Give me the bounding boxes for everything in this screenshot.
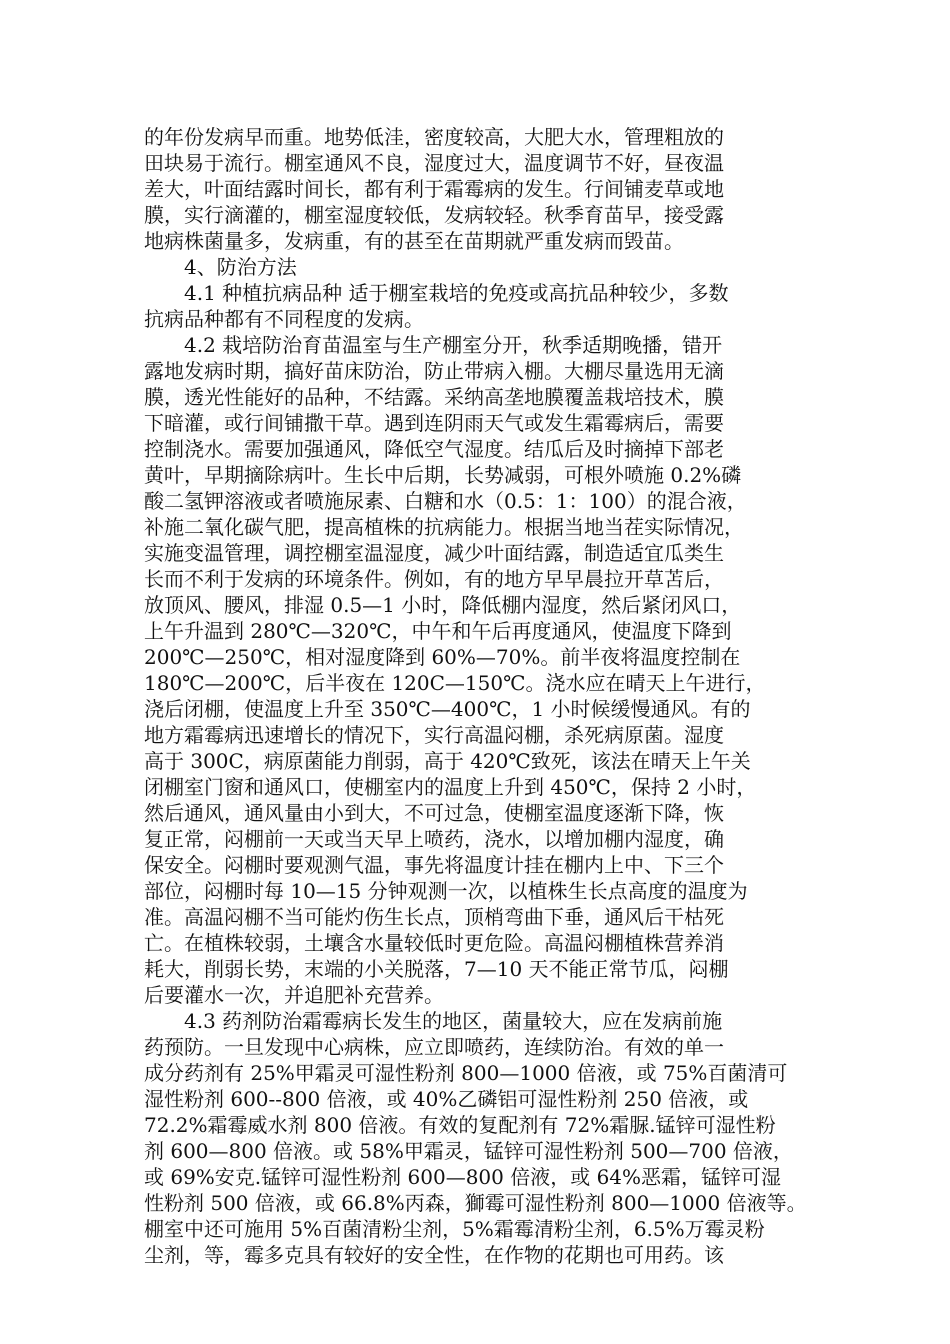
text-line: 4、防治方法 bbox=[144, 255, 297, 279]
text-line: 72.2%霜霉威水剂 800 倍液。有效的复配剂有 72%霜脲.锰锌可湿性粉 bbox=[144, 1113, 776, 1137]
text-line: 然后通风，通风量由小到大，不可过急，使棚室温度逐渐下降，恢 bbox=[144, 801, 724, 825]
text-line: 复正常，闷棚前一天或当天早上喷药，浇水，以增加棚内湿度，确 bbox=[144, 827, 724, 851]
text-line: 剂 600—800 倍液。或 58%甲霜灵，锰锌可湿性粉剂 500—700 倍液， bbox=[144, 1139, 793, 1163]
text-line: 的年份发病早而重。地势低洼，密度较高，大肥大水，管理粗放的 bbox=[144, 125, 724, 149]
text-line: 膜，透光性能好的品种，不结露。采纳高垄地膜覆盖栽培技术，膜 bbox=[144, 385, 724, 409]
text-line: 后要灌水一次，并追肥补充营养。 bbox=[144, 983, 444, 1007]
text-line: 补施二氧化碳气肥，提高植株的抗病能力。根据当地当茬实际情况， bbox=[144, 515, 744, 539]
text-line: 黄叶，早期摘除病叶。生长中后期，长势减弱，可根外喷施 0.2%磷 bbox=[144, 463, 742, 487]
text-line: 上午升温到 280℃—320℃，中午和午后再度通风，使温度下降到 bbox=[144, 619, 732, 643]
text-line: 地病株菌量多，发病重，有的甚至在苗期就严重发病而毁苗。 bbox=[144, 229, 684, 253]
text-line: 闭棚室门窗和通风口，使棚室内的温度上升到 450℃，保持 2 小时， bbox=[144, 775, 757, 799]
text-line: 200℃—250℃，相对湿度降到 60%—70%。前半夜将温度控制在 bbox=[144, 645, 741, 669]
text-line: 酸二氢钾溶液或者喷施尿素、白糖和水（0.5：1：100）的混合液， bbox=[144, 489, 747, 513]
text-line: 尘剂，等，霉多克具有较好的安全性，在作物的花期也可用药。该 bbox=[144, 1243, 724, 1267]
text-line: 性粉剂 500 倍液，或 66.8%丙森，獅霉可湿性粉剂 800—1000 倍液等。 bbox=[144, 1191, 807, 1215]
text-line: 差大，叶面结露时间长，都有利于霜霉病的发生。行间铺麦草或地 bbox=[144, 177, 724, 201]
text-line: 田块易于流行。棚室通风不良，湿度过大，温度调节不好，昼夜温 bbox=[144, 151, 724, 175]
text-line: 地方霜霉病迅速增长的情况下，实行高温闷棚，杀死病原菌。湿度 bbox=[144, 723, 724, 747]
text-line: 保安全。闷棚时要观测气温，事先将温度计挂在棚内上中、下三个 bbox=[144, 853, 724, 877]
text-line: 4.2 栽培防治育苗温室与生产棚室分开，秋季适期晚播，错开 bbox=[144, 333, 723, 357]
text-line: 180℃—200℃，后半夜在 120C—150℃。浇水应在晴天上午进行， bbox=[144, 671, 766, 695]
text-line: 浇后闭棚，使温度上升至 350℃—400℃，1 小时候缓慢通风。有的 bbox=[144, 697, 751, 721]
text-line: 实施变温管理，调控棚室温湿度，减少叶面结露，制造适宜瓜类生 bbox=[144, 541, 724, 565]
text-line: 控制浇水。需要加强通风，降低空气湿度。结瓜后及时摘掉下部老 bbox=[144, 437, 724, 461]
text-line: 部位，闷棚时每 10—15 分钟观测一次，以植株生长点高度的温度为 bbox=[144, 879, 748, 903]
text-line: 亡。在植株较弱，土壤含水量较低时更危险。高温闷棚植株营养消 bbox=[144, 931, 724, 955]
text-line: 成分药剂有 25%甲霜灵可湿性粉剂 800—1000 倍液，或 75%百菌清可 bbox=[144, 1061, 788, 1085]
text-line: 膜，实行滴灌的，棚室湿度较低，发病较轻。秋季育苗早，接受露 bbox=[144, 203, 724, 227]
text-line: 高于 300C，病原菌能力削弱，高于 420℃致死，该法在晴天上午关 bbox=[144, 749, 751, 773]
text-line: 棚室中还可施用 5%百菌清粉尘剂，5%霜霉清粉尘剂，6.5%万霉灵粉 bbox=[144, 1217, 765, 1241]
text-line: 药预防。一旦发现中心病株，应立即喷药，连续防治。有效的单一 bbox=[144, 1035, 724, 1059]
text-line: 耗大，削弱长势，末端的小关脱落，7—10 天不能正常节瓜，闷棚 bbox=[144, 957, 729, 981]
text-line: 下暗灌，或行间铺撒干草。遇到连阴雨天气或发生霜霉病后，需要 bbox=[144, 411, 724, 435]
text-line: 准。高温闷棚不当可能灼伤生长点，顶梢弯曲下垂，通风后干枯死 bbox=[144, 905, 724, 929]
text-line: 露地发病时期，搞好苗床防治，防止带病入棚。大棚尽量选用无滴 bbox=[144, 359, 724, 383]
text-line: 长而不利于发病的环境条件。例如，有的地方早早晨拉开草苫后， bbox=[144, 567, 724, 591]
text-line: 湿性粉剂 600--800 倍液，或 40%乙磷铝可湿性粉剂 250 倍液，或 bbox=[144, 1087, 749, 1111]
text-line: 4.1 种植抗病品种 适于棚室栽培的免疫或高抗品种较少，多数 bbox=[144, 281, 729, 305]
text-line: 抗病品种都有不同程度的发病。 bbox=[144, 307, 424, 331]
text-line: 或 69%安克.锰锌可湿性粉剂 600—800 倍液，或 64%恶霜，锰锌可湿 bbox=[144, 1165, 782, 1189]
body-text bbox=[144, 124, 820, 1268]
text-line: 放顶风、腰风，排湿 0.5—1 小时，降低棚内湿度，然后紧闭风口， bbox=[144, 593, 742, 617]
text-line: 4.3 药剂防治霜霉病长发生的地区，菌量较大，应在发病前施 bbox=[144, 1009, 723, 1033]
